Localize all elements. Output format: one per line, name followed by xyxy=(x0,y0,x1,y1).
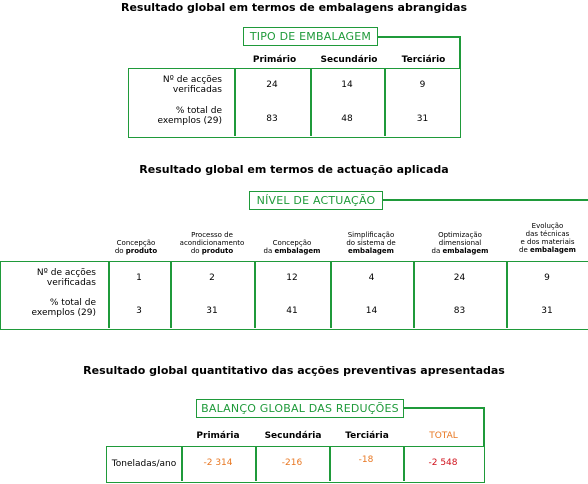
section2-cell: 14 xyxy=(365,306,378,316)
section2-cell: 12 xyxy=(286,273,298,283)
section2-cell: 9 xyxy=(544,273,550,283)
section2-group-title: NÍVEL DE ACTUAÇÃO xyxy=(249,191,383,210)
section1-bracket-top xyxy=(377,36,461,38)
section3-col-header: Primária xyxy=(196,431,240,441)
section2-cell: 31 xyxy=(206,306,218,316)
section1-title: Resultado global em termos de embalagens abrangidas xyxy=(121,1,467,14)
section3-col-header: Secundária xyxy=(264,431,322,441)
section1-col-header: Primário xyxy=(252,55,297,65)
section1-row-label: Nº de acções verificadas xyxy=(162,75,222,95)
section2-col-header: Processo de acondicionamento do produto xyxy=(179,231,245,255)
section1-col-header: Terciário xyxy=(401,55,446,65)
section1-row-label: % total de exemplos (29) xyxy=(157,106,222,126)
section3-row-label: Toneladas/ano xyxy=(111,459,177,469)
section2-cell: 83 xyxy=(453,306,466,316)
section2-col-header: Evolução das técnicas e dos materiais de embalagem xyxy=(519,222,576,254)
section2-title: Resultado global em termos de actuação aplicada xyxy=(139,163,449,176)
section3-cell-total: -2 548 xyxy=(428,458,458,468)
section2-col-header: Simplificação do sistema de embalagem xyxy=(346,231,396,255)
section2-bracket-top xyxy=(382,199,588,201)
section2-cell: 2 xyxy=(209,273,215,283)
section1-col-header: Secundário xyxy=(320,55,378,65)
section2-row-label: Nº de acções verificadas xyxy=(36,268,96,288)
section2-col-header: Concepção do produto xyxy=(114,239,158,255)
section3-bracket-top xyxy=(403,407,485,409)
section1-cell: 48 xyxy=(341,114,353,124)
section2-cell: 4 xyxy=(368,273,375,283)
section2-row-label: % total de exemplos (29) xyxy=(31,298,96,318)
section3-bracket-side xyxy=(483,407,485,447)
section3-col-header-total: TOTAL xyxy=(429,431,458,441)
section1-cell: 83 xyxy=(266,114,278,124)
section1-cell: 24 xyxy=(266,80,278,90)
section3-col-header: Terciária xyxy=(345,431,389,441)
section3-cell: -18 xyxy=(358,455,374,465)
section3-cell: -216 xyxy=(281,458,303,468)
section1-cell: 31 xyxy=(416,114,429,124)
section1-group-title: TIPO DE EMBALAGEM xyxy=(243,27,378,46)
section2-cell: 31 xyxy=(541,306,553,316)
section2-cell: 3 xyxy=(136,306,142,316)
section3-group-title: BALANÇO GLOBAL DAS REDUÇÕES xyxy=(196,399,404,418)
section3-cell: -2 314 xyxy=(203,458,233,468)
section2-cell: 41 xyxy=(286,306,298,316)
section1-cell: 14 xyxy=(341,80,353,90)
section2-col-header: Concepção da embalagem xyxy=(263,239,321,255)
section1-cell: 9 xyxy=(419,80,426,90)
section2-cell: 24 xyxy=(453,273,466,283)
section2-cell: 1 xyxy=(136,273,142,283)
section3-title: Resultado global quantitativo das acções preventivas apresentadas xyxy=(83,364,505,377)
section2-col-header: Optimização dimensional da embalagem xyxy=(431,231,489,255)
